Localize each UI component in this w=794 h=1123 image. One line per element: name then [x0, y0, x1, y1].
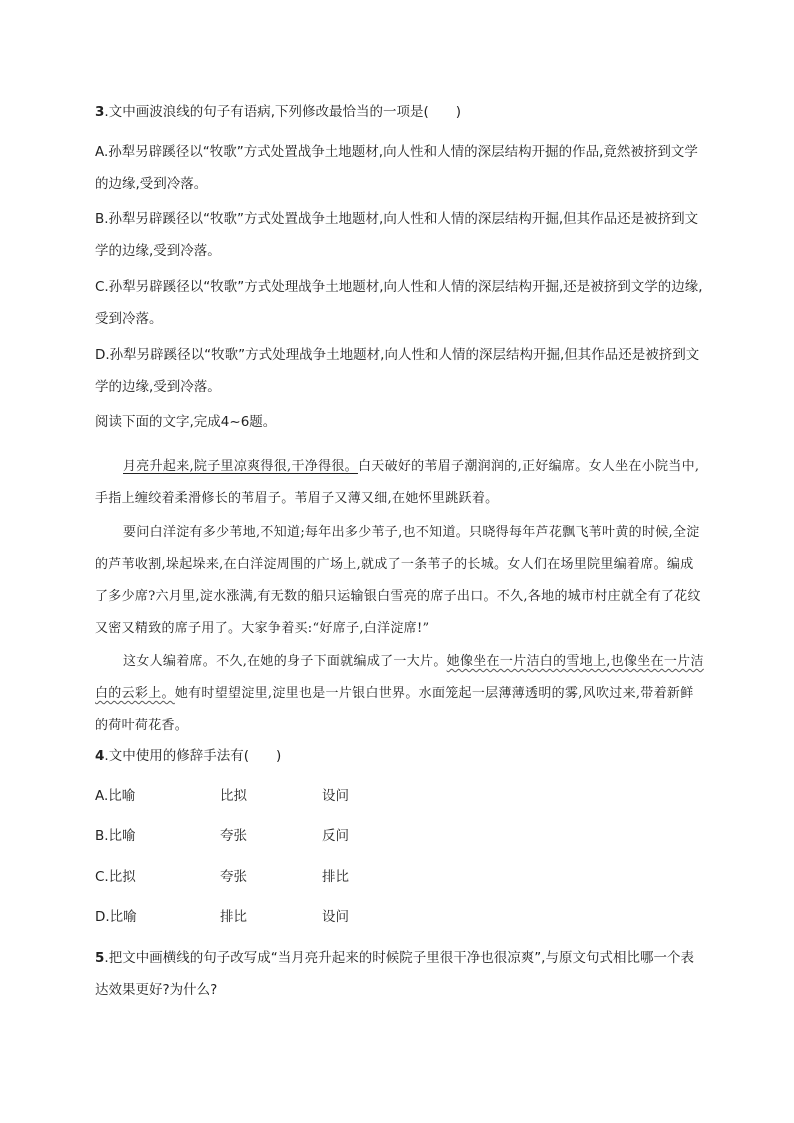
question-4-stem — [95, 740, 705, 772]
question-3-option-a: A.孙犁另辟蹊径以“牧歌”方式处置战争土地题材,向人性和人情的深层结构开掘的作品,竟然被挤到文学的边缘,受到冷落。 — [95, 144, 698, 192]
option-d-col3: 设问 — [322, 909, 349, 925]
passage-paragraph-2: 要问白洋淀有多少苇地,不知道;每年出多少苇子,也不知道。只晓得每年芦花飘飞苇叶黄的时候,全淀的芦苇收割,垛起垛来,在白洋淀周围的广场上,就成了一条苇子的长城。女人们在场里院里编着席。编成了多少席?六月里,淀水涨满,有无数的船只运输银白雪亮的席子出口。不久,各地的城市村庄就全有了花纹又密又精致的席子用了。大家争着买:“好席子,白洋淀席!” — [95, 525, 701, 636]
question-4-text: .文中使用的修辞手法有( ) — [104, 748, 282, 764]
question-5-text: .把文中画横线的句子改写成“当月亮升起来的时候院子里很干净也很凉爽”,与原文句式相比哪一个表达效果更好?为什么? — [95, 950, 694, 998]
question-3-number: 3 — [95, 104, 105, 120]
question-3-option-d: D.孙犁另辟蹊径以“牧歌”方式处理战争土地题材,向人性和人情的深层结构开掘,但其作品还是被挤到文学的边缘,受到冷落。 — [95, 347, 700, 395]
option-b-col1: B.比喻 — [95, 828, 136, 844]
question-3-option-c: C.孙犁另辟蹊径以“牧歌”方式处理战争土地题材,向人性和人情的深层结构开掘,还是被挤到文学的边缘,受到冷落。 — [95, 279, 703, 327]
passage-paragraph-3-before: 这女人编着席。不久,在她的身子下面就编成了一大片。 — [123, 654, 447, 669]
option-c-col2: 夸张 — [220, 869, 247, 885]
question-5-stem — [95, 942, 705, 1006]
passage-paragraph-3 — [95, 646, 705, 742]
question-3-option-b: B.孙犁另辟蹊径以“牧歌”方式处置战争土地题材,向人性和人情的深层结构开掘,但其作品还是被挤到文学的边缘,受到冷落。 — [95, 211, 699, 259]
option-d-col1: D.比喻 — [95, 909, 137, 925]
wavy-underlined-sentence: 她像坐在一片洁白的雪地上,也像坐在一片洁白的云彩上。 — [95, 654, 704, 701]
passage-paragraph-1-rest: 白天破好的苇眉子潮润润的,正好编席。女人坐在小院当中,手指上缠绞着柔滑修长的苇眉子。苇眉子又薄又细,在她怀里跳跃着。 — [95, 459, 700, 506]
underlined-sentence: 月亮升起来,院子里凉爽得很,干净得很。 — [123, 459, 358, 474]
option-a-col1: A.比喻 — [95, 788, 136, 804]
question-5-number: 5 — [95, 950, 105, 966]
option-b-col2: 夸张 — [220, 828, 247, 844]
question-3-text: .文中画波浪线的句子有语病,下列修改最恰当的一项是( ) — [104, 104, 462, 120]
option-c-col1: C.比拟 — [95, 869, 136, 885]
question-4-number: 4 — [95, 748, 105, 764]
question-3-stem — [95, 96, 705, 128]
option-b-col3: 反问 — [322, 828, 349, 844]
option-d-col2: 排比 — [220, 909, 247, 925]
option-c-col3: 排比 — [322, 869, 349, 885]
option-a-col2: 比拟 — [220, 788, 247, 804]
reading-instruction: 阅读下面的文字,完成4~6题。 — [95, 414, 277, 430]
option-a-col3: 设问 — [322, 788, 349, 804]
passage-paragraph-3-after: 她有时望望淀里,淀里也是一片银白世界。水面笼起一层薄薄透明的雾,风吹过来,带着新鲜的荷叶荷花香。 — [95, 686, 694, 733]
passage-paragraph-1 — [95, 451, 705, 515]
